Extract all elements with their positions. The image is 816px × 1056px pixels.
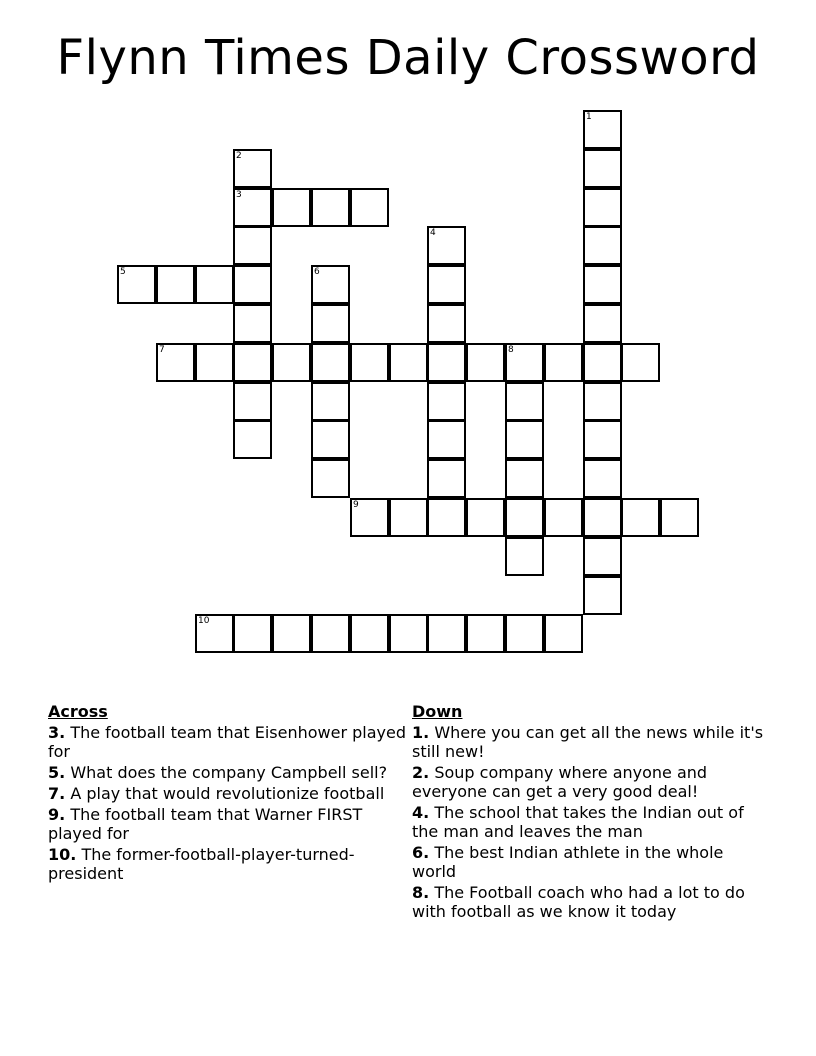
clue-text: A play that would revolutionize football bbox=[70, 784, 385, 803]
grid-cell[interactable] bbox=[583, 420, 622, 459]
grid-cell[interactable] bbox=[117, 265, 156, 304]
grid-cell[interactable] bbox=[427, 304, 466, 343]
down-clue bbox=[412, 763, 772, 801]
grid-cell[interactable] bbox=[311, 614, 350, 653]
grid-cell[interactable] bbox=[311, 420, 350, 459]
grid-cell[interactable] bbox=[583, 343, 622, 382]
cell-number: 10 bbox=[198, 616, 210, 626]
grid-cell[interactable] bbox=[272, 614, 311, 653]
down-clue bbox=[412, 883, 772, 921]
clue-text: The best Indian athlete in the whole world bbox=[412, 843, 724, 881]
grid-cell[interactable] bbox=[583, 149, 622, 188]
across-clues bbox=[48, 702, 408, 885]
clue-text: The football team that Eisenhower played for bbox=[48, 723, 407, 761]
grid-cell[interactable] bbox=[427, 265, 466, 304]
grid-cell[interactable] bbox=[427, 420, 466, 459]
across-clue bbox=[48, 805, 408, 843]
across-clue bbox=[48, 723, 408, 761]
clue-text: Soup company where anyone and everyone can get a very good deal! bbox=[412, 763, 708, 801]
grid-cell[interactable] bbox=[505, 537, 544, 576]
grid-cell[interactable] bbox=[466, 498, 505, 537]
clue-number: 9. bbox=[48, 805, 66, 824]
grid-cell[interactable] bbox=[505, 614, 544, 653]
down-clues bbox=[412, 702, 772, 923]
cell-number: 7 bbox=[159, 345, 165, 355]
cell-number: 8 bbox=[508, 345, 514, 355]
grid-cell[interactable] bbox=[233, 343, 272, 382]
clue-number: 6. bbox=[412, 843, 430, 862]
grid-cell[interactable] bbox=[311, 265, 350, 304]
clue-text: The former-football-player-turned-president bbox=[48, 845, 355, 883]
cell-number: 3 bbox=[236, 190, 242, 200]
grid-cell[interactable] bbox=[544, 498, 583, 537]
grid-cell[interactable] bbox=[272, 188, 311, 227]
grid-cell[interactable] bbox=[350, 343, 389, 382]
grid-cell[interactable] bbox=[583, 226, 622, 265]
grid-cell[interactable] bbox=[427, 226, 466, 265]
grid-cell[interactable] bbox=[583, 110, 622, 149]
grid-cell[interactable] bbox=[311, 459, 350, 498]
grid-cell[interactable] bbox=[583, 576, 622, 615]
grid-cell[interactable] bbox=[583, 498, 622, 537]
grid-cell[interactable] bbox=[505, 343, 544, 382]
clue-number: 7. bbox=[48, 784, 66, 803]
page-title: Flynn Times Daily Crossword bbox=[56, 30, 760, 86]
grid-cell[interactable] bbox=[466, 343, 505, 382]
clue-text: The football team that Warner FIRST played for bbox=[48, 805, 363, 843]
cell-number: 5 bbox=[120, 267, 126, 277]
grid-cell[interactable] bbox=[233, 304, 272, 343]
grid-cell[interactable] bbox=[660, 498, 699, 537]
clue-number: 4. bbox=[412, 803, 430, 822]
down-clue bbox=[412, 843, 772, 881]
cell-number: 2 bbox=[236, 151, 242, 161]
grid-cell[interactable] bbox=[583, 304, 622, 343]
grid-cell[interactable] bbox=[389, 614, 428, 653]
grid-cell[interactable] bbox=[311, 188, 350, 227]
clue-number: 3. bbox=[48, 723, 66, 742]
grid-cell[interactable] bbox=[505, 459, 544, 498]
clue-text: The school that takes the Indian out of the man and leaves the man bbox=[412, 803, 744, 841]
clue-number: 5. bbox=[48, 763, 66, 782]
across-clue bbox=[48, 784, 408, 803]
grid-cell[interactable] bbox=[427, 614, 466, 653]
down-clue bbox=[412, 723, 772, 761]
grid-cell[interactable] bbox=[583, 382, 622, 421]
grid-cell[interactable] bbox=[427, 498, 466, 537]
grid-cell[interactable] bbox=[350, 498, 389, 537]
grid-cell[interactable] bbox=[311, 343, 350, 382]
grid-cell[interactable] bbox=[156, 343, 195, 382]
grid-cell[interactable] bbox=[350, 614, 389, 653]
grid-cell[interactable] bbox=[505, 498, 544, 537]
grid-cell[interactable] bbox=[583, 537, 622, 576]
grid-cell[interactable] bbox=[389, 343, 428, 382]
clue-number: 2. bbox=[412, 763, 430, 782]
grid-cell[interactable] bbox=[195, 343, 234, 382]
grid-cell[interactable] bbox=[389, 498, 428, 537]
grid-cell[interactable] bbox=[466, 614, 505, 653]
cell-number: 6 bbox=[314, 267, 320, 277]
down-heading: Down bbox=[412, 702, 463, 721]
clue-number: 10. bbox=[48, 845, 77, 864]
grid-cell[interactable] bbox=[427, 343, 466, 382]
grid-cell[interactable] bbox=[233, 265, 272, 304]
clue-text: The Football coach who had a lot to do with football as we know it today bbox=[412, 883, 745, 921]
grid-cell[interactable] bbox=[233, 614, 272, 653]
grid-cell[interactable] bbox=[505, 420, 544, 459]
cell-number: 1 bbox=[586, 112, 592, 122]
grid-cell[interactable] bbox=[195, 614, 234, 653]
grid-cell[interactable] bbox=[233, 226, 272, 265]
grid-cell[interactable] bbox=[233, 420, 272, 459]
across-clue bbox=[48, 845, 408, 883]
grid-cell[interactable] bbox=[505, 382, 544, 421]
grid-cell[interactable] bbox=[311, 304, 350, 343]
grid-cell[interactable] bbox=[195, 265, 234, 304]
across-clue bbox=[48, 763, 408, 782]
grid-cell[interactable] bbox=[427, 459, 466, 498]
grid-cell[interactable] bbox=[583, 188, 622, 227]
grid-cell[interactable] bbox=[156, 265, 195, 304]
grid-cell[interactable] bbox=[544, 343, 583, 382]
grid-cell[interactable] bbox=[427, 382, 466, 421]
clue-number: 8. bbox=[412, 883, 430, 902]
grid-cell[interactable] bbox=[621, 498, 660, 537]
cell-number: 9 bbox=[353, 500, 359, 510]
clue-text: What does the company Campbell sell? bbox=[70, 763, 388, 782]
grid-cell[interactable] bbox=[350, 188, 389, 227]
grid-cell[interactable] bbox=[621, 343, 660, 382]
clue-number: 1. bbox=[412, 723, 430, 742]
grid-cell[interactable] bbox=[583, 265, 622, 304]
grid-cell[interactable] bbox=[233, 382, 272, 421]
grid-cell[interactable] bbox=[583, 459, 622, 498]
down-clue bbox=[412, 803, 772, 841]
clue-text: Where you can get all the news while it's still new! bbox=[412, 723, 764, 761]
grid-cell[interactable] bbox=[272, 343, 311, 382]
grid-cell[interactable] bbox=[233, 149, 272, 188]
cell-number: 4 bbox=[430, 228, 436, 238]
grid-cell[interactable] bbox=[233, 188, 272, 227]
grid-cell[interactable] bbox=[311, 382, 350, 421]
grid-cell[interactable] bbox=[544, 614, 583, 653]
across-heading: Across bbox=[48, 702, 108, 721]
